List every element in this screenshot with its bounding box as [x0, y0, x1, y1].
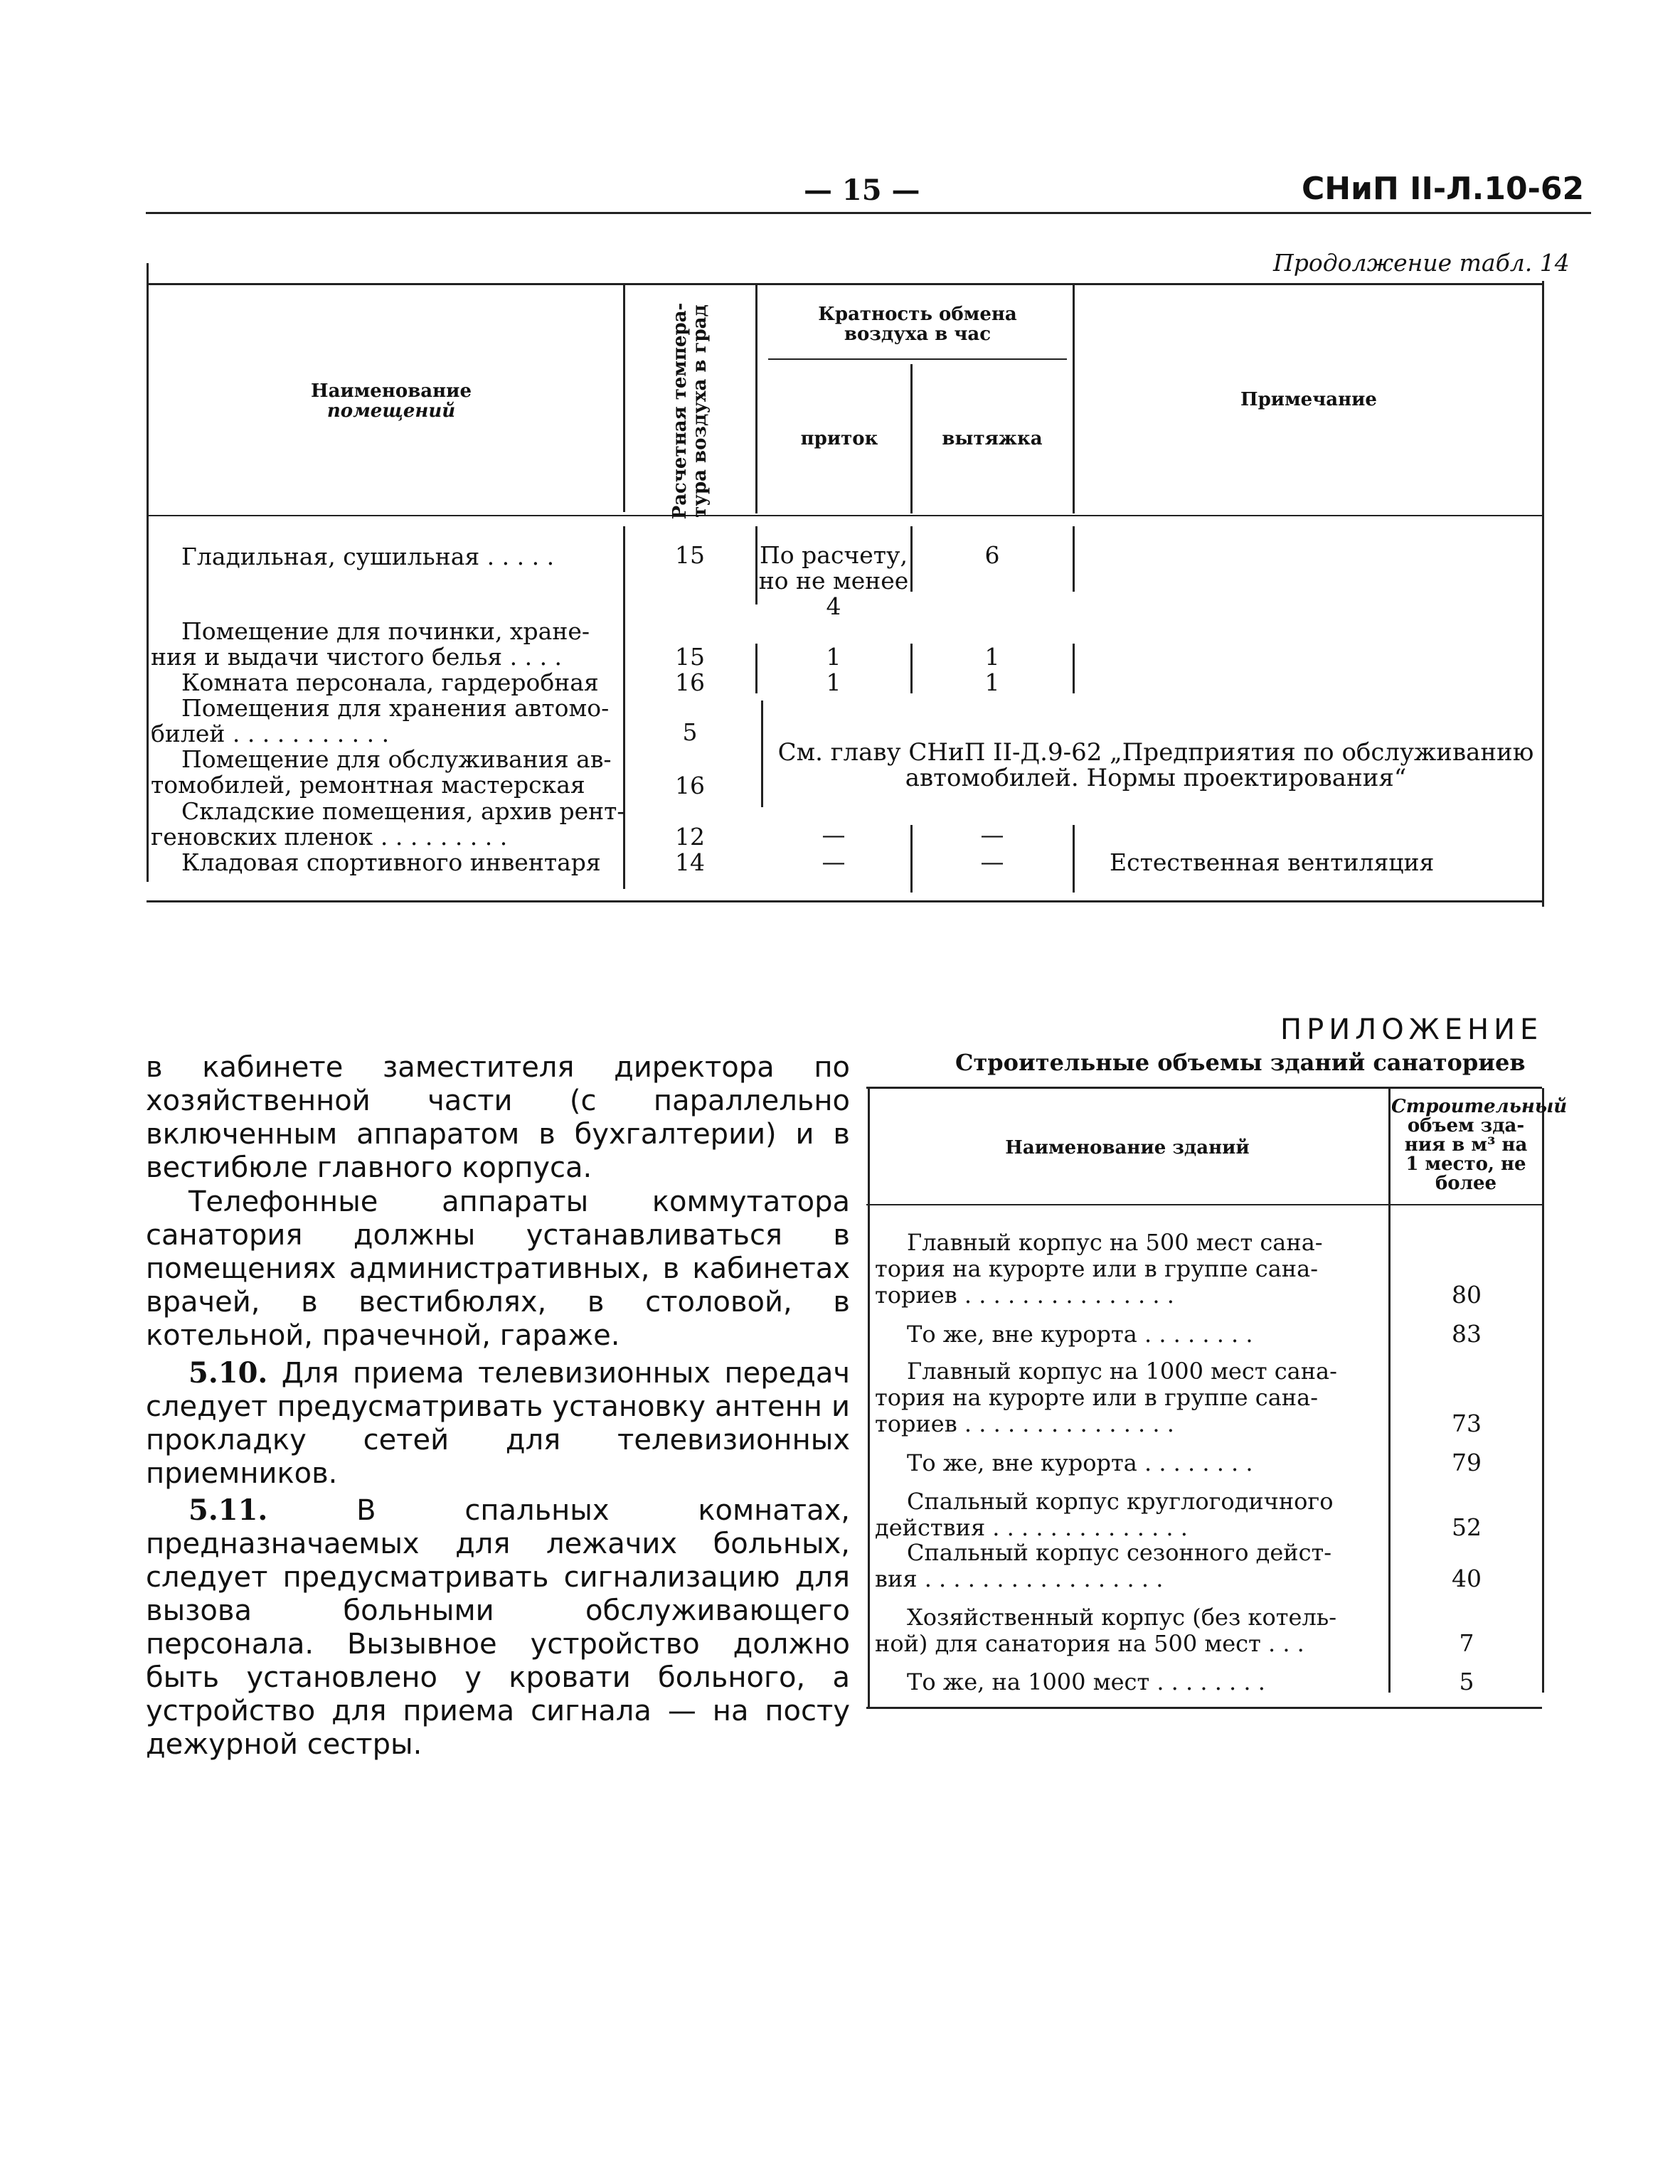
table-caption: Продолжение табл. 14 [1273, 249, 1570, 277]
col-divider [1073, 284, 1075, 513]
col-divider [623, 284, 625, 512]
col-header-exchange: Кратность обмена воздуха в час [818, 304, 1017, 345]
col-header-temp: Расчетная темпера- тура воздуха в град [669, 302, 711, 520]
table-row-name: Гладильная, сушильная . . . . . [181, 543, 555, 570]
merged-note: См. главу СНиП II-Д.9-62 „Предприятия по обслуживанию автомобилей. Нормы проектирования“ [777, 738, 1534, 792]
appendix-header-rule [866, 1204, 1542, 1205]
appendix-row-value: 80 [1452, 1281, 1482, 1309]
table-right-border [1542, 281, 1544, 907]
table-row-name: Помещение для починки, хране- ния и выдачи чистого белья . . . . [151, 617, 590, 671]
table-row-name: Помещение для обслуживания ав- томобилей, ремонтная мастерская [151, 745, 612, 799]
col-divider [1073, 644, 1075, 693]
col-header-exhaust: вытяжка [942, 428, 1043, 449]
table-row-temp: 14 [675, 848, 705, 876]
appendix-row-name: То же, на 1000 мест . . . . . . . . [907, 1668, 1265, 1695]
appendix-col-divider [1388, 1088, 1391, 1693]
appendix-row-name: Главный корпус на 1000 мест сана- тория на курорте или в группе сана- ториев . . . . . . . . . . . . . . . [875, 1358, 1337, 1437]
table-row-temp: 15 [675, 643, 705, 671]
table-row-supply: — [822, 848, 846, 875]
appendix-row-value: 83 [1452, 1320, 1482, 1348]
col-divider [1073, 825, 1075, 893]
appendix-row-name: То же, вне курорта . . . . . . . . [907, 1321, 1253, 1348]
appendix-row-value: 79 [1452, 1449, 1482, 1476]
table-header-rule [147, 515, 1543, 516]
appendix-top-rule [866, 1087, 1542, 1089]
table-left-border [147, 263, 149, 882]
appendix-row-name: Главный корпус на 500 мест сана- тория на курорте или в группе сана- ториев . . . . . . . . . . . . . . . [875, 1229, 1323, 1309]
table-row-exhaust: 1 [984, 643, 1000, 671]
table-row-supply: — [822, 821, 846, 848]
table-row-exhaust: — [980, 821, 1004, 848]
header-rule [146, 212, 1591, 214]
appendix-row-value: 5 [1459, 1668, 1474, 1695]
table-row-exhaust: 1 [984, 668, 1000, 696]
appendix-row-name: Хозяйственный корпус (без котель- ной) для санатория на 500 мест . . . [875, 1604, 1336, 1657]
brace [761, 701, 763, 807]
paragraph: в кабинете заместителя директора по хозяйственной части (с параллельно включенным аппаратом в бухгалтерии) и в вестибюле главного корпуса. [146, 1051, 850, 1184]
appendix-row-value: 73 [1452, 1410, 1482, 1437]
subheader-rule [768, 358, 1067, 360]
table-row-supply: По расчету, но не менее 4 [758, 541, 909, 620]
table-row-supply: 1 [826, 643, 841, 671]
appendix-right-border [1542, 1088, 1544, 1693]
col-divider [910, 364, 913, 513]
paragraph: Телефонные аппараты коммутатора санатория должны устанавливаться в помещениях административных, в кабинетах врачей, в вестибюлях, в столовой, в котельной, прачечной, гараже. [146, 1186, 850, 1352]
col-divider [755, 284, 757, 513]
table-row-name: Кладовая спортивного инвентаря [181, 848, 601, 876]
section-number: 5.11. [188, 1493, 268, 1527]
col-divider [1073, 526, 1075, 592]
table-row-exhaust: — [980, 848, 1004, 875]
appendix-bottom-rule [866, 1707, 1542, 1709]
table-row-supply: 1 [826, 668, 841, 696]
appendix-subtitle: Строительные объемы зданий санаториев [955, 1049, 1526, 1076]
table-row-temp: 16 [675, 668, 705, 696]
col-header-supply: приток [800, 428, 878, 449]
appendix-row-value: 7 [1459, 1629, 1474, 1657]
table-row-temp: 16 [675, 772, 705, 799]
table-row-temp: 15 [675, 541, 705, 569]
table-row-temp: 5 [682, 718, 698, 746]
table-row-temp: 12 [675, 823, 705, 851]
table-row-name: Помещения для хранения автомо- билей . . . . . . . . . . . [151, 694, 610, 747]
appendix-row-name: Спальный корпус сезонного дейст- вия . . . . . . . . . . . . . . . . . [875, 1539, 1332, 1592]
table-top-rule [147, 283, 1543, 285]
table-row-name: Складские помещения, архив рент- геновских пленок . . . . . . . . . [151, 797, 625, 851]
appendix-row-value: 52 [1452, 1513, 1482, 1541]
col-header-name: Наименование помещений [311, 380, 472, 422]
appendix-col-header-volume: Строительный объем зда- ния в м³ на 1 место, не более [1391, 1096, 1568, 1194]
table-row-name: Комната персонала, гардеробная [181, 668, 599, 696]
table-row-exhaust: 6 [984, 541, 1000, 569]
page-number: — 15 — [804, 174, 920, 207]
document-code: СНиП II-Л.10-62 [1302, 171, 1585, 207]
appendix-col-header-name: Наименование зданий [1005, 1137, 1250, 1158]
paragraph: 5.11. В спальных комнатах, предназначаемых для лежачих больных, следует предусматривать сигнализацию для вызова больными обслуживающего персонала. Вызывное устройство должно быть установлено у кровати больного, а устройство для приема сигнала — на посту дежурной сестры. [146, 1493, 851, 1761]
appendix-title: ПРИЛОЖЕНИЕ [1280, 1013, 1543, 1046]
paragraph: 5.10. Для приема телевизионных передач следует предусматривать установку антенн и прокладку сетей для телевизионных приемников. [146, 1356, 851, 1490]
table-row-note: Естественная вентиляция [1110, 848, 1435, 876]
appendix-row-name: То же, вне курорта . . . . . . . . [907, 1449, 1253, 1476]
appendix-row-value: 40 [1452, 1565, 1482, 1592]
col-header-note: Примечание [1240, 389, 1377, 410]
appendix-left-border [868, 1088, 870, 1707]
appendix-row-name: Спальный корпус круглогодичного действия . . . . . . . . . . . . . . [875, 1488, 1334, 1541]
table-bottom-rule [147, 900, 1543, 902]
section-number: 5.10. [188, 1356, 268, 1390]
